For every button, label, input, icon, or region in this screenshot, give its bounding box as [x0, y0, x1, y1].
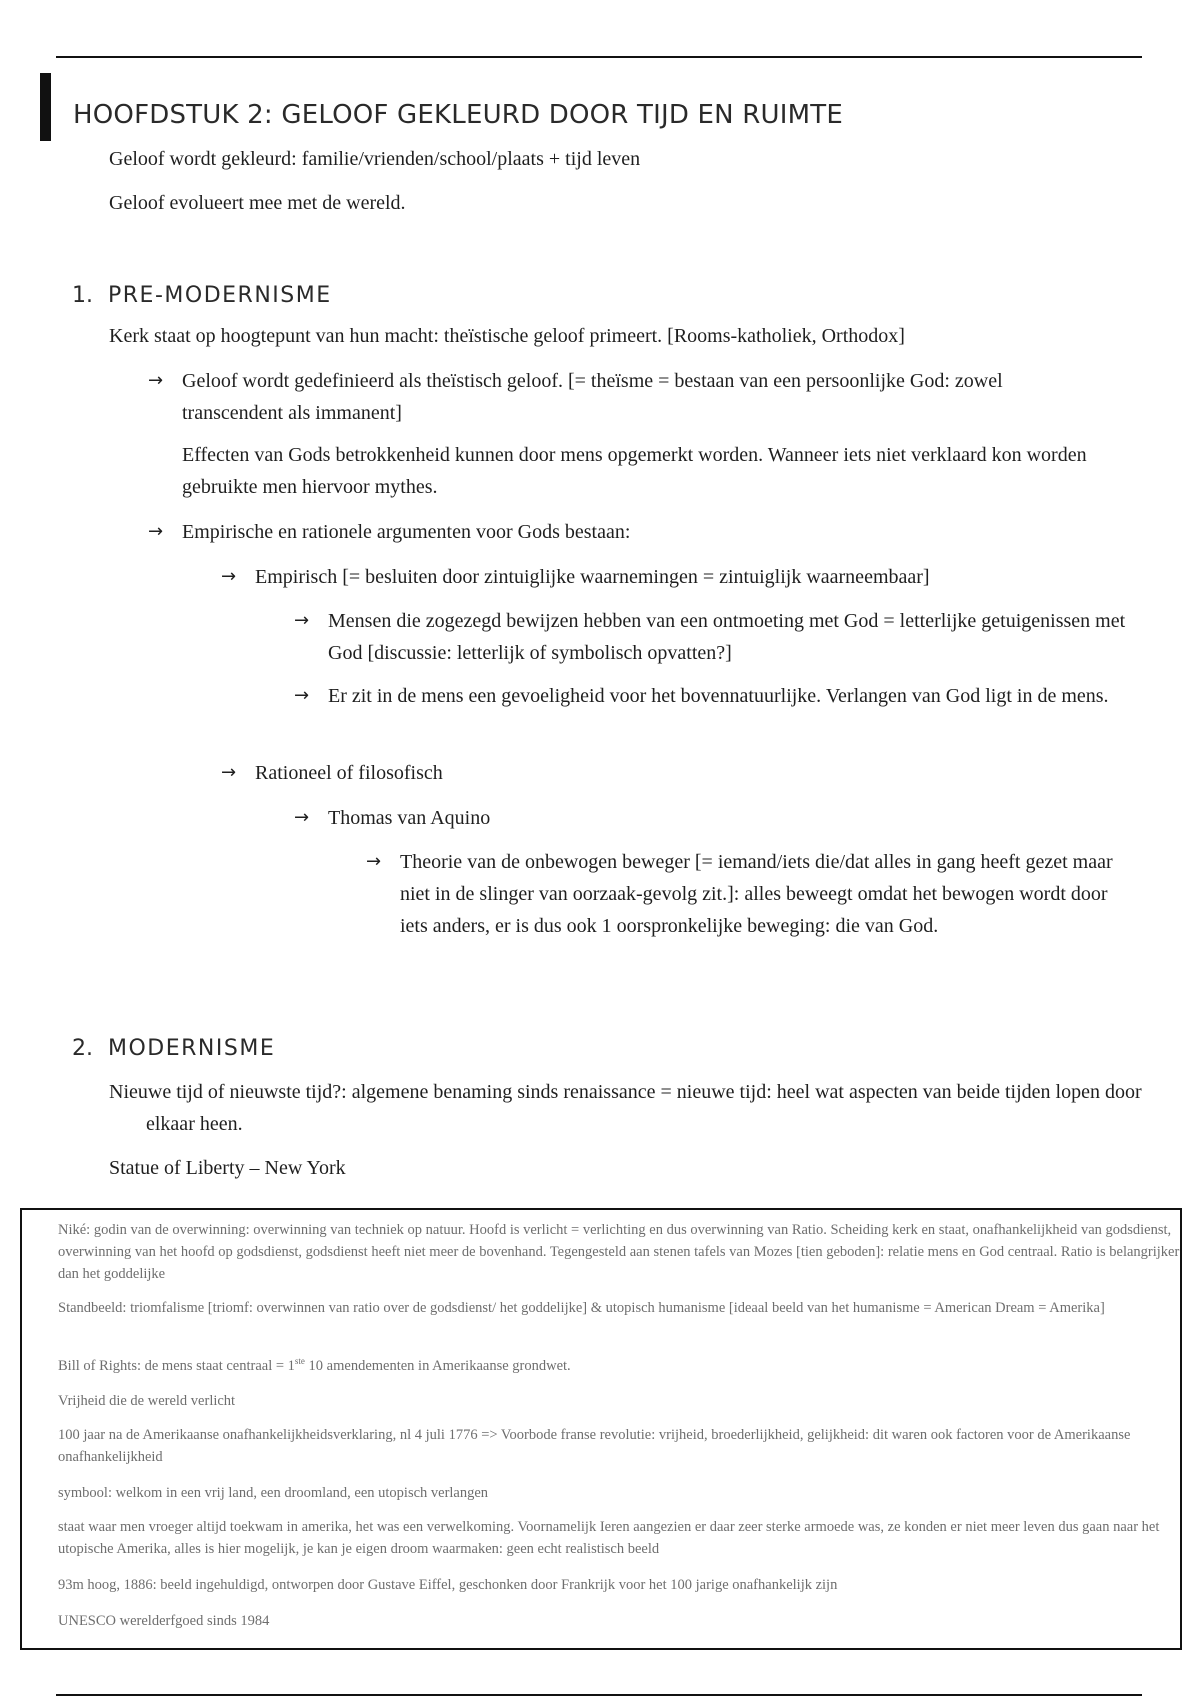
- section-title: MODERNISME: [108, 1036, 276, 1061]
- note-item: Niké: godin van de overwinning: overwinning van techniek op natuur. Hoofd is verlicht = verlichting en dus overwinning van Ratio. Scheiding kerk en staat, onafhankelijkheid van godsdienst, overwinning van het hoofd op godsdienst, godsdienst heeft niet meer de bovenhand. Tegengesteld aan stenen tafels van Mozes [tien geboden]: relatie mens en God centraal. Ratio is belangrijker dan het goddelijke: [58, 1222, 1180, 1282]
- bullet-text: Geloof wordt gedefinieerd als theïstisch geloof. [= theïsme = bestaan van een persoonlijke God: zowel transcendent als immanent]: [182, 370, 1003, 424]
- top-rule: [56, 56, 1142, 58]
- note-item: symbool: welkom in een vrij land, een droomland, een utopisch verlangen: [58, 1485, 489, 1501]
- intro-paragraph-1: Geloof wordt gekleurd: familie/vrienden/school/plaats + tijd leven: [109, 148, 641, 170]
- arrow-right-icon: →: [294, 685, 310, 706]
- note-item: staat waar men vroeger altijd toekwam in amerika, het was een verwelkoming. Voornamelijk Ieren aangezien er daar zeer sterke armoede was, ze konden er niet meer leven dus gaan naar het utopische Amerika, alles is hier mogelijk, je kan je eigen droom waarmaken: geen echt realistisch beeld: [58, 1519, 1160, 1557]
- arrow-right-icon: →: [294, 610, 310, 631]
- arrow-right-icon: →: [366, 851, 382, 872]
- note-item-bill-of-rights: Bill of Rights: de mens staat centraal = 1ste 10 amendementen in Amerikaanse grondwet.: [58, 1356, 571, 1374]
- bullet-text: Rationeel of filosofisch: [255, 762, 443, 784]
- note-item: 93m hoog, 1886: beeld ingehuldigd, ontworpen door Gustave Eiffel, geschonken door Frankrijk voor het 100 jarige onafhankelijk zijn: [58, 1577, 838, 1593]
- bullet-text: Theorie van de onbewogen beweger [= iemand/iets die/dat alles in gang heeft gezet maar niet in de slinger van oorzaak-gevolg zit.]: alles beweegt omdat het bewogen wordt door iets anders, er is dus ook 1 oorspronkelijke beweging: die van God.: [400, 851, 1113, 937]
- notes-box: [20, 1208, 1182, 1650]
- chapter-marker-bar: [40, 73, 51, 141]
- bullet-item: [294, 802, 1128, 834]
- arrow-right-icon: →: [148, 370, 164, 391]
- bullet-text: Effecten van Gods betrokkenheid kunnen door mens opgemerkt worden. Wanneer iets niet verklaard kon worden gebruikte men hiervoor mythes.: [182, 444, 1087, 498]
- note-item: Standbeeld: triomfalisme [triomf: overwinnen van ratio over de godsdienst/ het goddelijke] & utopisch humanisme [ideaal beeld van het humanisme = American Dream = Amerika]: [58, 1300, 1105, 1316]
- section-heading-modernisme: [72, 1036, 275, 1061]
- section-heading-pre-modernisme: [72, 283, 332, 308]
- bullet-text: Thomas van Aquino: [328, 807, 491, 829]
- note-item: UNESCO werelderfgoed sinds 1984: [58, 1613, 270, 1629]
- bullet-continuation: [182, 439, 1102, 503]
- arrow-right-icon: →: [148, 521, 164, 542]
- intro-paragraph-2: Geloof evolueert mee met de wereld.: [109, 192, 406, 214]
- bullet-item: [148, 365, 1102, 429]
- bullet-text: Empirisch [= besluiten door zintuiglijke waarnemingen = zintuiglijk waarneembaar]: [255, 566, 930, 588]
- arrow-right-icon: →: [294, 807, 310, 828]
- section-number: 2.: [72, 1036, 93, 1061]
- arrow-right-icon: →: [221, 762, 237, 783]
- arrow-right-icon: →: [221, 566, 237, 587]
- section-title: PRE-MODERNISME: [108, 283, 332, 308]
- bullet-text: Empirische en rationele argumenten voor Gods bestaan:: [182, 521, 631, 543]
- section-number: 1.: [72, 283, 93, 308]
- chapter-title: HOOFDSTUK 2: GELOOF GEKLEURD DOOR TIJD EN RUIMTE: [73, 100, 843, 130]
- bullet-item: [294, 605, 1128, 669]
- bullet-item: [221, 561, 1115, 593]
- section-intro: Kerk staat op hoogtepunt van hun macht: theïstische geloof primeert. [Rooms-katholiek, Orthodox]: [109, 325, 905, 347]
- bullet-text: Er zit in de mens een gevoeligheid voor het bovennatuurlijke. Verlangen van God ligt in de mens.: [328, 685, 1109, 707]
- section-intro: Nieuwe tijd of nieuwste tijd?: algemene benaming sinds renaissance = nieuwe tijd: heel wat aspecten van beide tijden lopen door elkaar heen.: [109, 1081, 1142, 1135]
- statue-line: Statue of Liberty – New York: [109, 1157, 346, 1179]
- bottom-rule: [56, 1694, 1142, 1696]
- bullet-text: Mensen die zogezegd bewijzen hebben van een ontmoeting met God = letterlijke getuigenissen met God [discussie: letterlijk of symbolisch opvatten?]: [328, 610, 1126, 664]
- bullet-item: [294, 680, 1128, 712]
- note-item: Vrijheid die de wereld verlicht: [58, 1393, 236, 1409]
- bullet-item: [221, 757, 1115, 789]
- bullet-item: [148, 516, 1102, 548]
- bullet-item: [366, 846, 1125, 942]
- note-item: 100 jaar na de Amerikaanse onafhankelijkheidsverklaring, nl 4 juli 1776 => Voorbode franse revolutie: vrijheid, broederlijkheid, gelijkheid: dit waren ook factoren voor de Amerikaanse onafhankelijkheid: [58, 1427, 1131, 1465]
